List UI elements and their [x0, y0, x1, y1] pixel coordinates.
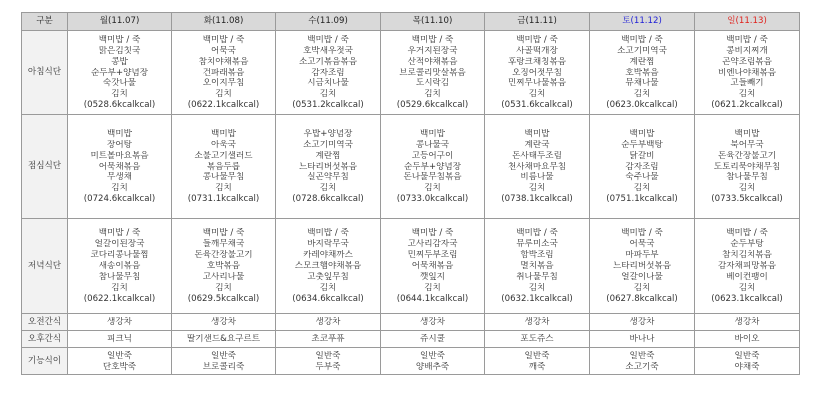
menu-item: 딸기샌드&요구르트 — [186, 334, 261, 345]
menu-item: (0528.6kcalkcal) — [83, 100, 156, 111]
menu-item: 브로콜리맛살볶음 — [399, 67, 466, 78]
menu-cell — [381, 219, 485, 314]
menu-cell — [68, 348, 172, 375]
menu-item: 김치 — [528, 282, 546, 293]
menu-item: 카레야채까스 — [303, 250, 353, 261]
menu-cell — [485, 331, 590, 348]
menu-item: 어묵국 — [629, 239, 655, 250]
menu-item: 김치 — [215, 282, 232, 293]
menu-cell — [68, 31, 172, 115]
menu-item: 백미밥 — [420, 128, 445, 139]
menu-item: 미트볼마요볶음 — [90, 150, 149, 161]
menu-item: 느타리버섯볶음 — [612, 261, 672, 272]
menu-cell — [590, 331, 695, 348]
menu-item: 백미밥 / 죽 — [307, 34, 349, 45]
menu-item: 도시락김 — [415, 78, 450, 89]
menu-item: 백미밥 / 죽 — [726, 228, 768, 239]
menu-item: 백미밥 / 죽 — [621, 34, 663, 45]
menu-item: 마파두부 — [625, 250, 659, 261]
menu-item: 돈나물무침볶음 — [403, 172, 462, 183]
menu-item: 김치 — [215, 183, 232, 194]
menu-item: 고춧잎무침 — [307, 271, 349, 282]
menu-item: 건파래볶음 — [202, 67, 245, 78]
menu-item: 김치 — [528, 183, 546, 194]
menu-item: 순두부+양념장 — [90, 67, 148, 78]
menu-item: 산적야채볶음 — [407, 56, 458, 67]
menu-item: 백미밥 / 죽 — [98, 34, 141, 45]
meal-row — [22, 348, 800, 375]
menu-item: 계란찜 — [629, 56, 655, 67]
meal-row — [22, 331, 800, 348]
meal-row — [22, 314, 800, 331]
menu-item: 호박볶음 — [625, 67, 659, 78]
menu-item: 순두부백탕 — [621, 139, 663, 150]
menu-item: 김치 — [633, 89, 651, 100]
menu-cell — [68, 115, 172, 219]
menu-item: 소고기볶음볶음 — [298, 56, 358, 67]
menu-cell — [172, 331, 276, 348]
menu-item: 뮤루미소국 — [516, 239, 558, 250]
day-name: 월 — [99, 16, 108, 27]
menu-cell — [695, 348, 800, 375]
menu-cell — [276, 219, 381, 314]
day-date: (11.08) — [212, 16, 244, 27]
meal-row — [22, 219, 800, 314]
menu-item: 스모크햄야채볶음 — [294, 261, 362, 272]
menu-item: 어묵채볶음 — [98, 161, 141, 172]
menu-item: 도토리묵야채무침 — [713, 161, 781, 172]
menu-item: (0531.6kcalkcal) — [501, 100, 573, 111]
menu-item: 백미밥 — [524, 128, 550, 139]
menu-item: 오이지무침 — [202, 78, 245, 89]
menu-body — [22, 31, 800, 375]
menu-cell — [590, 219, 695, 314]
menu-item: 참치김치볶음 — [722, 250, 772, 261]
menu-item: 시금치나물 — [307, 78, 349, 89]
menu-item: (0622.1kcalkcal) — [83, 293, 156, 304]
menu-item: 감자조림 — [625, 161, 659, 172]
menu-item: 두부죽 — [315, 361, 341, 372]
menu-item: 백미밥 — [629, 128, 655, 139]
menu-item: 순두부탕 — [730, 239, 764, 250]
menu-item: 계란국 — [524, 139, 550, 150]
menu-item: 김치 — [528, 89, 546, 100]
menu-item: 김치 — [424, 89, 441, 100]
menu-item: 비엔나야채볶음 — [717, 67, 777, 78]
menu-item: 일반죽 — [524, 350, 550, 361]
menu-item: 사골떡개장 — [516, 45, 558, 56]
menu-item: 백미밥 / 죽 — [516, 228, 558, 239]
menu-cell — [172, 219, 276, 314]
menu-item: 일반죽 — [107, 350, 132, 361]
menu-item: 어묵채볶음 — [411, 261, 454, 272]
menu-item: 민찌두부조림 — [407, 250, 458, 261]
menu-item: (0728.6kcalkcal) — [292, 194, 364, 205]
menu-item: 생강차 — [734, 317, 760, 328]
menu-item: 우거지된장국 — [407, 45, 458, 56]
menu-item: (0632.1kcalkcal) — [501, 293, 573, 304]
menu-item: 깨죽 — [528, 361, 546, 372]
menu-item: 깻잎지 — [420, 271, 445, 282]
menu-item: 김치 — [319, 183, 337, 194]
menu-item: 일반죽 — [211, 350, 236, 361]
menu-item: 양배추죽 — [415, 361, 450, 372]
menu-item: 야채죽 — [734, 361, 760, 372]
menu-item: (0623.0kcalkcal) — [606, 100, 678, 111]
menu-item: (0623.1kcalkcal) — [711, 293, 783, 304]
menu-item: 호박볶음 — [206, 261, 241, 272]
menu-item: (0733.0kcalkcal) — [396, 194, 469, 205]
menu-item: 참나물무침 — [98, 271, 141, 282]
menu-item: 일반죽 — [315, 350, 341, 361]
menu-item: 콩나물무침 — [202, 172, 245, 183]
menu-item: 바이오 — [734, 334, 760, 345]
menu-item: 콩나물국 — [415, 139, 450, 150]
menu-item: 베이컨팽이 — [726, 271, 768, 282]
menu-item: 백미밥 — [107, 128, 132, 139]
header-day — [276, 13, 381, 31]
menu-item: 바나나 — [629, 334, 655, 345]
menu-item: 닭갈비 — [629, 150, 655, 161]
row-label: 기능식이 — [22, 348, 68, 375]
menu-item: 새송이볶음 — [98, 261, 141, 272]
menu-item: 김치 — [633, 183, 651, 194]
menu-item: 생강차 — [420, 317, 445, 328]
menu-cell — [590, 31, 695, 115]
menu-item: 브로콜리죽 — [202, 361, 245, 372]
menu-item: 김치 — [111, 89, 128, 100]
menu-cell — [695, 31, 800, 115]
day-name: 목 — [412, 16, 421, 27]
menu-item: 민찌무나물볶음 — [507, 78, 567, 89]
menu-cell — [276, 331, 381, 348]
menu-item: 김치 — [738, 89, 756, 100]
menu-item: 김치 — [424, 183, 441, 194]
header-row — [22, 13, 800, 31]
menu-item: 함박조림 — [520, 250, 554, 261]
menu-cell — [381, 314, 485, 331]
menu-item: (0529.6kcalkcal) — [396, 100, 469, 111]
menu-item: 비름나물 — [520, 172, 554, 183]
row-label: 저녁식단 — [22, 219, 68, 314]
header-day — [695, 13, 800, 31]
day-date: (11.09) — [316, 16, 348, 27]
menu-cell — [485, 348, 590, 375]
menu-item: 콩밥 — [111, 56, 128, 67]
menu-cell — [172, 115, 276, 219]
menu-cell — [590, 348, 695, 375]
menu-item: 느타리버섯볶음 — [298, 161, 358, 172]
menu-item: 소고기미역국 — [617, 45, 667, 56]
menu-item: 계란찜 — [315, 150, 341, 161]
menu-item: 소불고기샐러드 — [194, 150, 253, 161]
menu-cell — [276, 31, 381, 115]
menu-item: 생강차 — [315, 317, 341, 328]
menu-item: 백미밥 — [734, 128, 760, 139]
menu-item: 고사리나물 — [202, 271, 245, 282]
menu-cell — [590, 314, 695, 331]
menu-item: 볶음두릅 — [206, 161, 241, 172]
menu-cell — [381, 331, 485, 348]
menu-item: 김치 — [633, 282, 651, 293]
row-label: 오후간식 — [22, 331, 68, 348]
menu-item: 뮤채나물 — [625, 78, 659, 89]
menu-item: 들깨무채국 — [202, 239, 245, 250]
day-name: 수 — [308, 16, 317, 27]
row-label: 아침식단 — [22, 31, 68, 115]
menu-item: 고등어구이 — [411, 150, 454, 161]
menu-item: 우밥+양념장 — [303, 128, 353, 139]
menu-item: 일반죽 — [420, 350, 445, 361]
menu-item: (0731.1kcalkcal) — [187, 194, 260, 205]
header-label: 구분 — [22, 13, 68, 31]
header-day — [68, 13, 172, 31]
menu-item: 장어탕 — [107, 139, 132, 150]
menu-item: 포도쥬스 — [520, 334, 554, 345]
menu-item: 백미밥 — [211, 128, 236, 139]
menu-item: (0724.6kcalkcal) — [83, 194, 156, 205]
day-date: (11.07) — [108, 16, 140, 27]
menu-item: (0634.6kcalkcal) — [292, 293, 364, 304]
row-label: 점심식단 — [22, 115, 68, 219]
menu-item: 백미밥 / 죽 — [621, 228, 663, 239]
menu-cell — [485, 31, 590, 115]
menu-item: 북어무국 — [730, 139, 764, 150]
menu-item: (0627.8kcalkcal) — [606, 293, 678, 304]
menu-item: 생강차 — [629, 317, 655, 328]
menu-item: 어묵국 — [211, 45, 236, 56]
menu-item: (0733.5kcalkcal) — [711, 194, 783, 205]
menu-item: 김치 — [319, 282, 337, 293]
menu-item: 김치 — [111, 183, 128, 194]
menu-item: 숙갓나물 — [102, 78, 137, 89]
menu-item: 백미밥 / 죽 — [98, 228, 141, 239]
menu-item: 실곤약무침 — [307, 172, 349, 183]
menu-item: 김치 — [111, 282, 128, 293]
menu-item: 김치 — [424, 282, 441, 293]
menu-cell — [485, 314, 590, 331]
menu-cell — [381, 348, 485, 375]
day-date: (11.13) — [735, 16, 767, 27]
menu-item: 얼갈이나물 — [621, 271, 663, 282]
menu-cell — [68, 331, 172, 348]
menu-item: 백미밥 / 죽 — [726, 34, 768, 45]
menu-item: 참치야채볶음 — [198, 56, 249, 67]
header-day — [485, 13, 590, 31]
menu-item: 감자채피망볶음 — [717, 261, 777, 272]
menu-item: 생강차 — [211, 317, 236, 328]
day-date: (11.11) — [525, 16, 557, 27]
menu-item: (0738.1kcalkcal) — [501, 194, 573, 205]
menu-item: 무생채 — [107, 172, 132, 183]
menu-cell — [172, 314, 276, 331]
row-label: 오전간식 — [22, 314, 68, 331]
menu-item: (0622.1kcalkcal) — [187, 100, 260, 111]
menu-item: 고들빼기 — [730, 78, 764, 89]
menu-cell — [68, 219, 172, 314]
menu-item: 생강차 — [524, 317, 550, 328]
menu-item: 곤약조림볶음 — [722, 56, 772, 67]
menu-item: 생강차 — [107, 317, 132, 328]
day-name: 토 — [622, 16, 631, 27]
menu-item: 백미밥 / 죽 — [411, 228, 454, 239]
menu-cell — [485, 115, 590, 219]
menu-item: 멸치볶음 — [520, 261, 554, 272]
menu-item: 쥬시쿨 — [420, 334, 445, 345]
menu-cell — [485, 219, 590, 314]
menu-cell — [172, 348, 276, 375]
menu-item: 얼갈이된장국 — [94, 239, 145, 250]
day-date: (11.12) — [630, 16, 662, 27]
menu-item: 순두부+양념장 — [403, 161, 461, 172]
menu-item: 김치 — [215, 89, 232, 100]
menu-cell — [695, 331, 800, 348]
day-name: 금 — [517, 16, 526, 27]
menu-item: 소고기미역국 — [303, 139, 353, 150]
menu-cell — [276, 314, 381, 331]
menu-item: 피크닉 — [107, 334, 132, 345]
menu-item: 일반죽 — [629, 350, 655, 361]
menu-cell — [68, 314, 172, 331]
menu-item: 백미밥 / 죽 — [516, 34, 558, 45]
menu-item: (0531.2kcalkcal) — [292, 100, 364, 111]
menu-item: 단호박죽 — [102, 361, 137, 372]
menu-cell — [695, 115, 800, 219]
menu-item: 코다리콩나물찜 — [90, 250, 149, 261]
day-name: 화 — [203, 16, 212, 27]
menu-cell — [695, 219, 800, 314]
menu-item: 돈육간장불고기 — [194, 250, 253, 261]
menu-item: (0644.1kcalkcal) — [396, 293, 469, 304]
menu-item: 취나물무침 — [516, 271, 558, 282]
menu-item: 콩비지찌개 — [726, 45, 768, 56]
menu-cell — [276, 348, 381, 375]
menu-item: 김치 — [738, 183, 756, 194]
menu-item: 초코푸퓨 — [311, 334, 345, 345]
header-day — [590, 13, 695, 31]
menu-item: 백미밥 / 죽 — [202, 228, 245, 239]
menu-item: (0629.5kcalkcal) — [187, 293, 260, 304]
menu-item: 후랑크채칭볶음 — [507, 56, 567, 67]
menu-item: 호박새우젓국 — [303, 45, 353, 56]
menu-cell — [695, 314, 800, 331]
menu-item: 오징어젓무침 — [512, 67, 562, 78]
menu-item: 일반죽 — [734, 350, 760, 361]
menu-item: 김치 — [738, 282, 756, 293]
menu-item: 백미밥 / 죽 — [307, 228, 349, 239]
menu-cell — [590, 115, 695, 219]
menu-item: 돈육간장불고기 — [717, 150, 777, 161]
menu-item: 고사리감자국 — [407, 239, 458, 250]
menu-item: 돈사태두조림 — [512, 150, 562, 161]
menu-item: 바지락무국 — [307, 239, 349, 250]
header-day — [381, 13, 485, 31]
meal-row — [22, 115, 800, 219]
menu-item: 아욱국 — [211, 139, 236, 150]
day-name: 일 — [727, 16, 736, 27]
menu-item: 백미밥 / 죽 — [411, 34, 454, 45]
menu-cell — [381, 115, 485, 219]
menu-item: (0751.1kcalkcal) — [606, 194, 678, 205]
menu-item: 숙주나물 — [625, 172, 659, 183]
menu-item: (0621.2kcalkcal) — [711, 100, 783, 111]
menu-cell — [276, 115, 381, 219]
menu-item: 백미밥 / 죽 — [202, 34, 245, 45]
menu-item: 감자조림 — [311, 67, 345, 78]
menu-item: 소고기죽 — [625, 361, 659, 372]
header-day — [172, 13, 276, 31]
menu-cell — [381, 31, 485, 115]
meal-row — [22, 31, 800, 115]
menu-item: 김치 — [319, 89, 337, 100]
menu-item: 맑은김칫국 — [98, 45, 141, 56]
day-date: (11.10) — [421, 16, 453, 27]
menu-item: 참나물무침 — [726, 172, 768, 183]
menu-item: 천사채마요무침 — [507, 161, 567, 172]
weekly-menu-table — [21, 12, 800, 375]
menu-cell — [172, 31, 276, 115]
